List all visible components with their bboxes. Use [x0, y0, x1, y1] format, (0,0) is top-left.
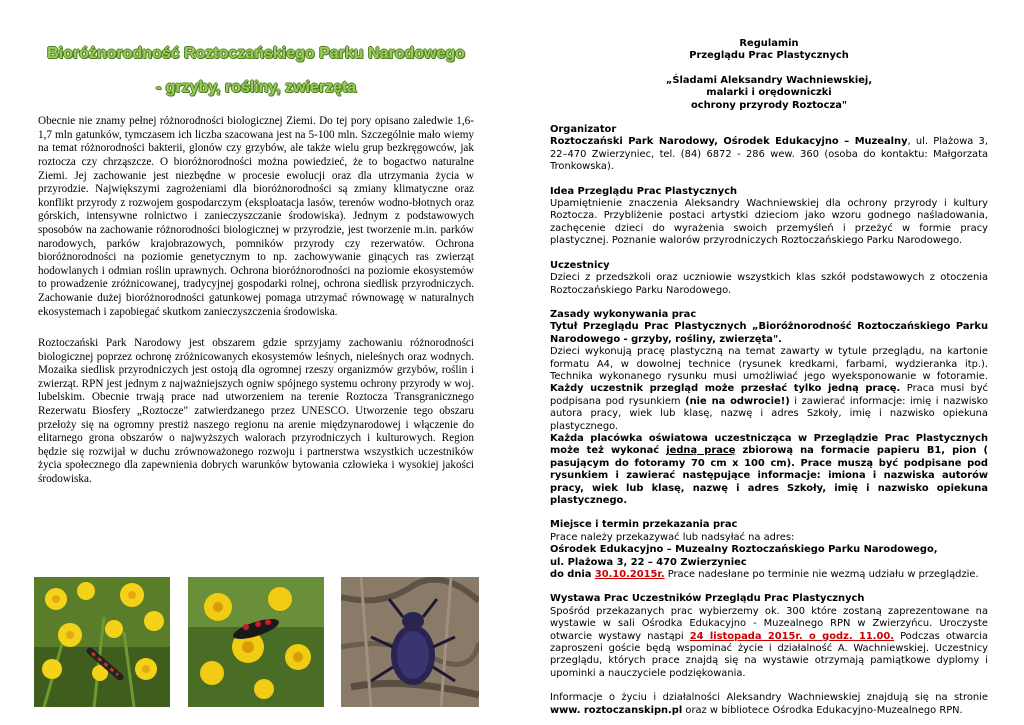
place-deadline: do dnia 30.10.2015r. Prace nadesłane po terminie nie wezmą udziału w przeglądzie.: [550, 569, 979, 581]
rules-one-work: Każdy uczestnik przegląd może przesłać tylko jedną pracę.: [550, 383, 907, 395]
organizer-address: , ul. Plażowa 3, 22–470 Zwierzyniec, tel. (84) 6872 - 286 wew. 360 (osoba do kontaktu: Małgorzata Tronkowska).: [550, 136, 988, 173]
regulations-subtitle: Przeglądu Prac Plastycznych: [689, 50, 849, 62]
photo-burnet-moth-flowers: [188, 577, 324, 707]
theme-line-1: „Śladami Aleksandry Wachniewskiej,: [665, 74, 873, 86]
title-line-1: Bioróżnorodność Roztoczańskiego Parku Narodowego: [47, 45, 465, 62]
rules-signature: Praca musi być podpisana pod rysunkiem: [550, 383, 988, 407]
section-place-deadline: [550, 519, 988, 581]
right-column: [550, 38, 988, 717]
photo-strip: [34, 577, 478, 707]
website-link[interactable]: www. roztoczanskipn.pl: [550, 704, 683, 716]
rules-group-one: jedną pracę: [666, 445, 736, 457]
section-organizer: [550, 124, 988, 174]
paragraph-biodiversity: Obecnie nie znamy pełnej różnorodności biologicznej Ziemi. Do tej pory opisano zaledwie 1,6-1,7 mln gatunków, tymczasem ich liczba szacowana jest na 5-100 mln. Szczególnie mało wiemy na temat różnorodności bakterii, glonów czy grzybów, ale także wielu grup bezkręgowców, jak roztocza czy chrząszcze. O bioróżnorodności można powiedzieć, że to bogactwo naturalne Ziemi. Jej zachowanie jest niezbędne w procesie ewolucji oraz dla utrzymania życia w przyrodzie. Największymi zagrożeniami dla bioróżnorodności są zmiany klimatyczne oraz konflikt przyrody z rozwojem gospodarczym (eksploatacja lasów, terenów wodno-błotnych oraz górskich, intensywne rolnictwo i zanieczyszczanie środowiska). Jednym z podstawowych sposobów na zachowanie różnorodności biologicznej w przyrodzie, jest tworzenie m.in. parków narodowych, parków krajobrazowych, pomników przyrody czy rezerwatów. Ochrona bioróżnorodności na poziomie genetycznym to np. zachowywanie ginących ras zwierząt hodowlanych i odmian roślin uprawnych. Ochrona bioróżnorodności na poziomie ekosystemów to prowadzenie zróżnicowanej, tradycyjnej gospodarki rolnej, ochrona siedlisk przyrodniczych. Zachowanie dużej bioróżnorodności gatunkowej pomaga utrzymać równowagę w naturalnych ekosystemach i zapobiegać skutkom zanieczyszczenia środowiska.: [38, 115, 474, 318]
theme-line-2: malarki i orędowniczki: [706, 87, 832, 99]
info-text: Informacje o życiu i działalności Aleksandry Wachniewskiej znajdują się na stronie www. roztoczanskipn.pl oraz w bibliotece Ośrodka Edukacyjno-Muzealnego RPN.: [550, 692, 988, 716]
left-column: [38, 42, 474, 487]
organizer-text: [550, 136, 988, 173]
section-rules: [550, 309, 988, 508]
place-text: Prace należy przekazywać lub nadsyłać na adres:: [550, 531, 795, 543]
place-heading: Miejsce i termin przekazania prac: [550, 519, 738, 531]
section-participants: [550, 260, 988, 297]
regulations-title: Regulamin: [739, 38, 799, 49]
place-address-2: ul. Plażowa 3, 22 – 470 Zwierzyniec: [550, 556, 747, 568]
rules-group-format: zbiorową na formacie papieru B1, pion: [735, 445, 977, 457]
exhibition-text: Spośród przekazanych prac wybierzemy ok. 300 które zostaną zaprezentowane na wystawie w sali Ośrodka Edukacyjno - Muzealnego RPN w Zwierzyńcu. Uroczyste otwarcie wystawy nastąpi 24 listopada 2015r. o godz. 11.00. Podczas otwarcia zaproszeni goście będą wspominać życie i działalność A. Wachniewskiej. Uczestnicy przeglądu, których prace znajdą się na wystawie otrzymają pamiątkowe dyplomy i upominki a nauczyciele podziękowania.: [550, 605, 988, 679]
rules-group-work: [550, 433, 988, 507]
section-info: [550, 692, 988, 717]
idea-heading: Idea Przeglądu Prac Plastycznych: [550, 185, 738, 197]
idea-text: Upamiętnienie znaczenia Aleksandry Wachniewskiej dla ochrony przyrody i kultury Roztocza. Przybliżenie postaci artystki dzieciom jako wzoru godnego naśladowania, zachęcenie dzieci do wyrażenia swoich przemyśleń i przeżyć w formie pracy plastycznej. Poznanie walorów przyrodniczych Roztoczańskiego Parku Narodowego.: [550, 198, 988, 247]
theme-line-3: ochrony przyrody Roztocza": [691, 99, 847, 111]
rules-heading: Zasady wykonywania prac: [550, 308, 697, 320]
place-address-1: Ośrodek Edukacyjno – Muzealny Roztoczańskiego Parku Narodowego,: [550, 544, 938, 556]
participants-heading: Uczestnicy: [550, 259, 610, 271]
rules-group-frame: ( pasującym do fotoramy 70 cm x 100 cm). Prace muszą być podpisane pod rysunkiem i zawierać następujące informacje: imiona i nazwiska autorów pracy, wiek lub klasę, nazwę i adres Szkoły, imię i nazwisko opiekuna plastycznego.: [550, 445, 989, 506]
photo-yellow-flowers-moth: [34, 577, 170, 707]
organizer-name: Roztoczański Park Narodowy, Ośrodek Edukacyjno – Muzealny: [550, 136, 908, 148]
rules-not-back: (nie na odwrocie!): [685, 395, 790, 407]
deadline-date: 30.10.2015r.: [594, 569, 665, 581]
rules-title-text: Tytuł Przeglądu Prac Plastycznych „Bioróżnorodność Roztoczańskiego Parku Narodowego - grzyby, rośliny, zwierzęta".: [550, 321, 988, 345]
title-line-2: - grzyby, rośliny, zwierzęta: [155, 78, 357, 96]
exhibition-heading: Wystawa Prac Uczestników Przeglądu Prac Plastycznych: [550, 593, 865, 605]
organizer-heading: Organizator: [550, 124, 617, 136]
photo-ground-beetle-bark: [341, 577, 479, 707]
paragraph-park: Roztoczański Park Narodowy jest obszarem gdzie sprzyjamy zachowaniu różnorodności biologicznej poprzez ochronę zróżnicowanych ekosystemów leśnych, nieleśnych oraz wodnych. Mozaika siedlisk przyrodniczych jest ostoją dla ogromnej rzeszy organizmów grzybów, roślin i zwierząt. RPN jest jednym z najważniejszych ogniw spójnego systemu ochrony przyrody w woj. lubelskim. Obecnie trwają prace nad utworzeniem na terenie Roztocza Transgranicznego Rezerwatu Biosfery „Roztocze" zatwierdzanego przez UNESCO. Utworzenie tego obszaru przełoży się na ogromny prestiż naszego regionu na arenie międzynarodowej i włączenie do elitarnego grona obszarów o najwyższych walorach przyrodniczych i kulturowych. Region będzie się rozwijał w duchu zrównoważonego rozwoju i partnerstwa wszystkich uczestników życia społecznego dla zapewnienia dobrych warunków bytowania człowieka i wysokiej jakości środowiska.: [38, 337, 474, 486]
section-exhibition: [550, 593, 988, 680]
exhibition-date: 24 listopada 2015r. o godz. 11.00.: [689, 630, 894, 642]
rules-info: i zawierać informacje: imię i nazwisko autora pracy, wiek lub klasę, nazwę i adres Szkoły, imię i nazwisko opiekuna plastycznego.: [550, 395, 988, 432]
rules-technique: Dzieci wykonują pracę plastyczną na temat zawarty w tytule przeglądu, na kartonie formatu A4, w dowolnej technice (rysunek kredkami, farbami, wydzieranka itp.). Technika wykonanego rysunku musi umożliwiać jego wyeksponowanie w fotoramie.: [550, 346, 988, 382]
rules-group-intro: Każda placówka oświatowa uczestnicząca w Przeglądzie Prac Plastycznych może też wykonać: [550, 432, 988, 457]
section-idea: [550, 186, 988, 248]
participants-text: Dzieci z przedszkoli oraz uczniowie wszystkich klas szkół podstawowych z otoczenia Roztoczańskiego Parku Narodowego.: [550, 272, 988, 296]
rules-title: [550, 321, 988, 346]
rules-text: [550, 346, 988, 433]
